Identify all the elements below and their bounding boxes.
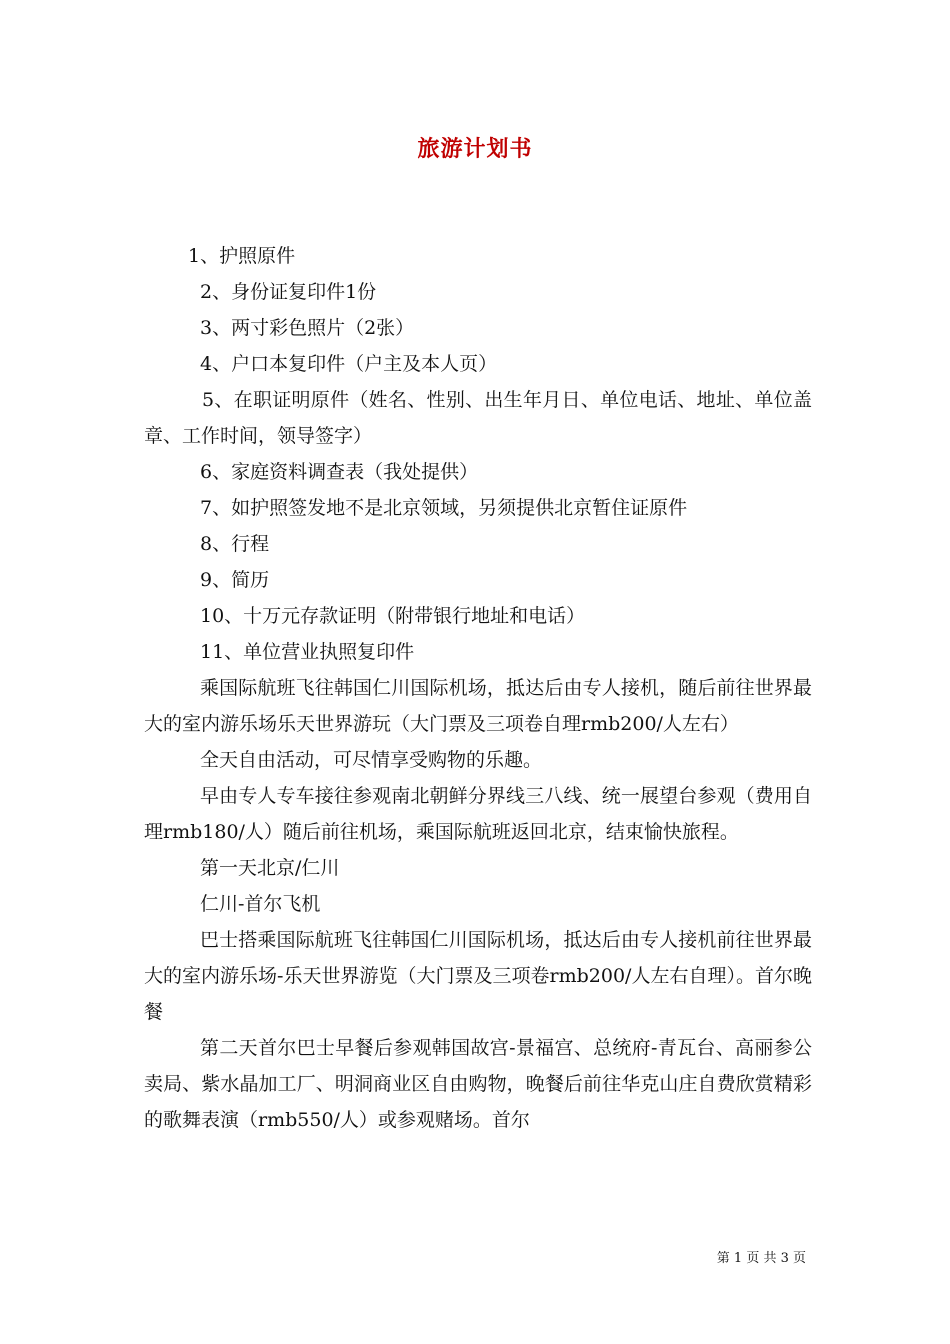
list-item-employment-proof: 5、在职证明原件（姓名、性别、出生年月日、单位电话、地址、单位盖章、工作时间，领导签字）: [144, 389, 812, 447]
document-title: 旅游计划书: [417, 136, 533, 162]
paragraph-day-two: 第二天首尔巴士早餐后参观韩国故宫-景福宫、总统府-青瓦台、高丽参公卖局、紫水晶加工厂、明洞商业区自由购物，晚餐后前往华克山庄自费欣赏精彩的歌舞表演（rmb550/人）或参观赌场。首尔: [144, 1037, 812, 1131]
list-item-household-register: 4、户口本复印件（户主及本人页）: [200, 353, 498, 375]
list-item-resume: 9、简历: [200, 569, 270, 591]
list-item-family-survey: 6、家庭资料调查表（我处提供）: [200, 461, 479, 483]
list-item-itinerary: 8、行程: [200, 533, 270, 555]
list-item-residence-permit: 7、如护照签发地不是北京领域，另须提供北京暂住证原件: [200, 497, 688, 519]
paragraph-day-one-detail: 巴士搭乘国际航班飞往韩国仁川国际机场，抵达后由专人接机前往世界最大的室内游乐场-乐天世界游览（大门票及三项卷rmb200/人左右自理）。首尔晚餐: [144, 929, 812, 1023]
paragraph-free-day: 全天自由活动，可尽情享受购物的乐趣。: [200, 749, 543, 771]
paragraph-arrival: 乘国际航班飞往韩国仁川国际机场，抵达后由专人接机，随后前往世界最大的室内游乐场乐天世界游玩（大门票及三项卷自理rmb200/人左右）: [144, 677, 812, 735]
document-body: [144, 238, 812, 1138]
list-item-id-copy: 2、身份证复印件1份: [200, 281, 377, 303]
paragraph-transport: 仁川-首尔飞机: [200, 893, 321, 915]
page-number: 第 1 页 共 3 页: [716, 1251, 806, 1266]
list-item-deposit-proof: 10、十万元存款证明（附带银行地址和电话）: [200, 605, 586, 627]
list-item-passport: 1、护照原件: [188, 245, 296, 267]
paragraph-return: 早由专人专车接往参观南北朝鲜分界线三八线、统一展望台参观（费用自理rmb180/人）随后前往机场，乘国际航班返回北京，结束愉快旅程。: [144, 785, 812, 843]
list-item-photos: 3、两寸彩色照片（2张）: [200, 317, 415, 339]
paragraph-day-one: 第一天北京/仁川: [200, 857, 340, 879]
list-item-business-license: 11、单位营业执照复印件: [200, 641, 415, 663]
